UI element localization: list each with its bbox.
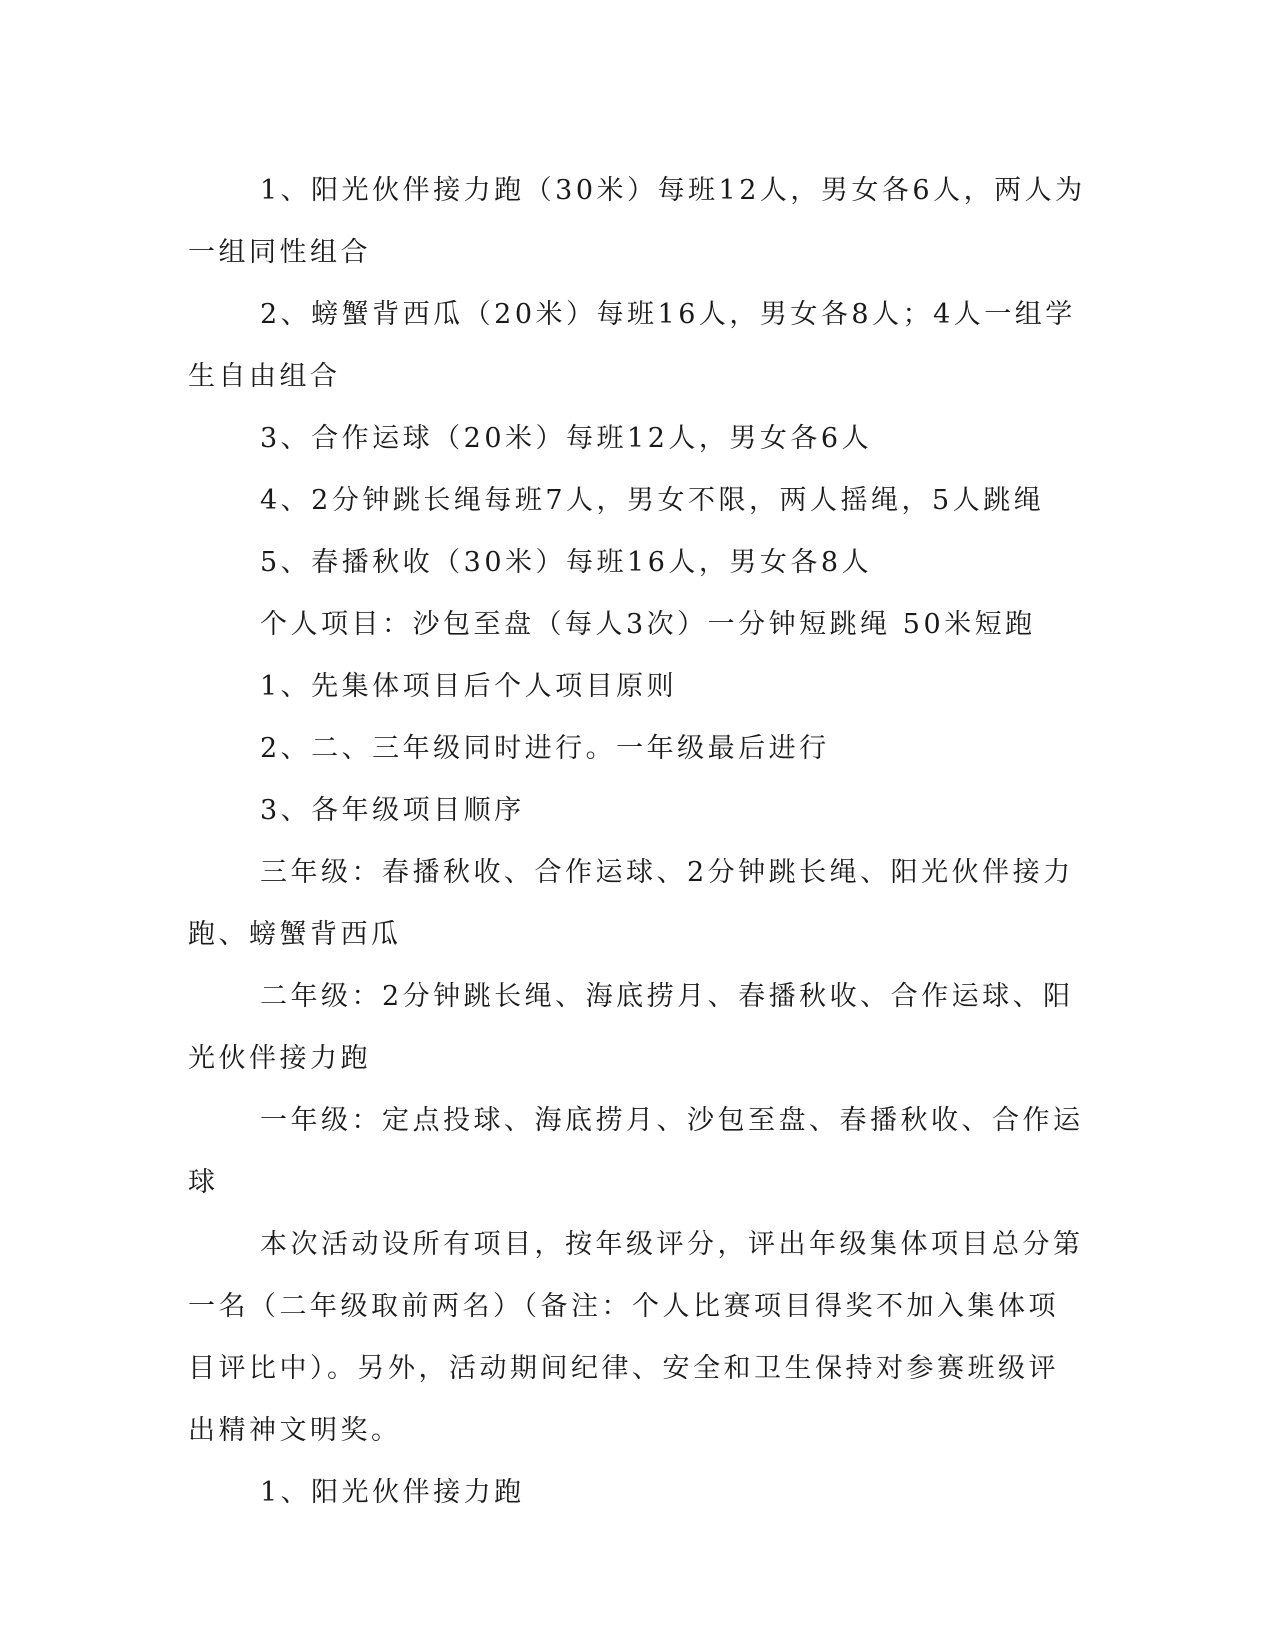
paragraph-spring-autumn-rules: 5、春播秋收（30米）每班16人，男女各8人 (260, 547, 873, 578)
paragraph-grade-one-order: 一年级：定点投球、海底捞月、沙包至盘、春播秋收、合作运球 (188, 1105, 1084, 1198)
paragraph-grade-two-order: 二年级：2分钟跳长绳、海底捞月、春播秋收、合作运球、阳光伙伴接力跑 (188, 981, 1074, 1074)
paragraph-long-rope-rules: 4、2分钟跳长绳每班7人，男女不限，两人摇绳，5人跳绳 (260, 485, 1045, 516)
paragraph-grade-timing: 2、二、三年级同时进行。一年级最后进行 (260, 733, 830, 764)
document-body (188, 160, 1088, 1524)
paragraph-order-principle: 1、先集体项目后个人项目原则 (260, 671, 678, 702)
paragraph-crab-watermelon-rules: 2、螃蟹背西瓜（20米）每班16人，男女各8人；4人一组学生自由组合 (188, 299, 1076, 392)
paragraph-grade-three-order: 三年级：春播秋收、合作运球、2分钟跳长绳、阳光伙伴接力跑、螃蟹背西瓜 (188, 857, 1074, 950)
paragraph-individual-events: 个人项目：沙包至盘（每人3次）一分钟短跳绳 50米短跑 (260, 609, 1036, 640)
paragraph-ball-carry-rules: 3、合作运球（20米）每班12人，男女各6人 (260, 423, 873, 454)
paragraph-scoring-awards: 本次活动设所有项目，按年级评分，评出年级集体项目总分第一名（二年级取前两名）（备注：个人比赛项目得奖不加入集体项目评比中）。另外，活动期间纪律、安全和卫生保持对参赛班级评出精神文明奖。 (188, 1229, 1084, 1446)
paragraph-event-order-heading: 3、各年级项目顺序 (260, 795, 525, 826)
paragraph-relay-heading: 1、阳光伙伴接力跑 (260, 1477, 525, 1508)
paragraph-relay-rules: 1、阳光伙伴接力跑（30米）每班12人，男女各6人，两人为一组同性组合 (188, 175, 1086, 268)
